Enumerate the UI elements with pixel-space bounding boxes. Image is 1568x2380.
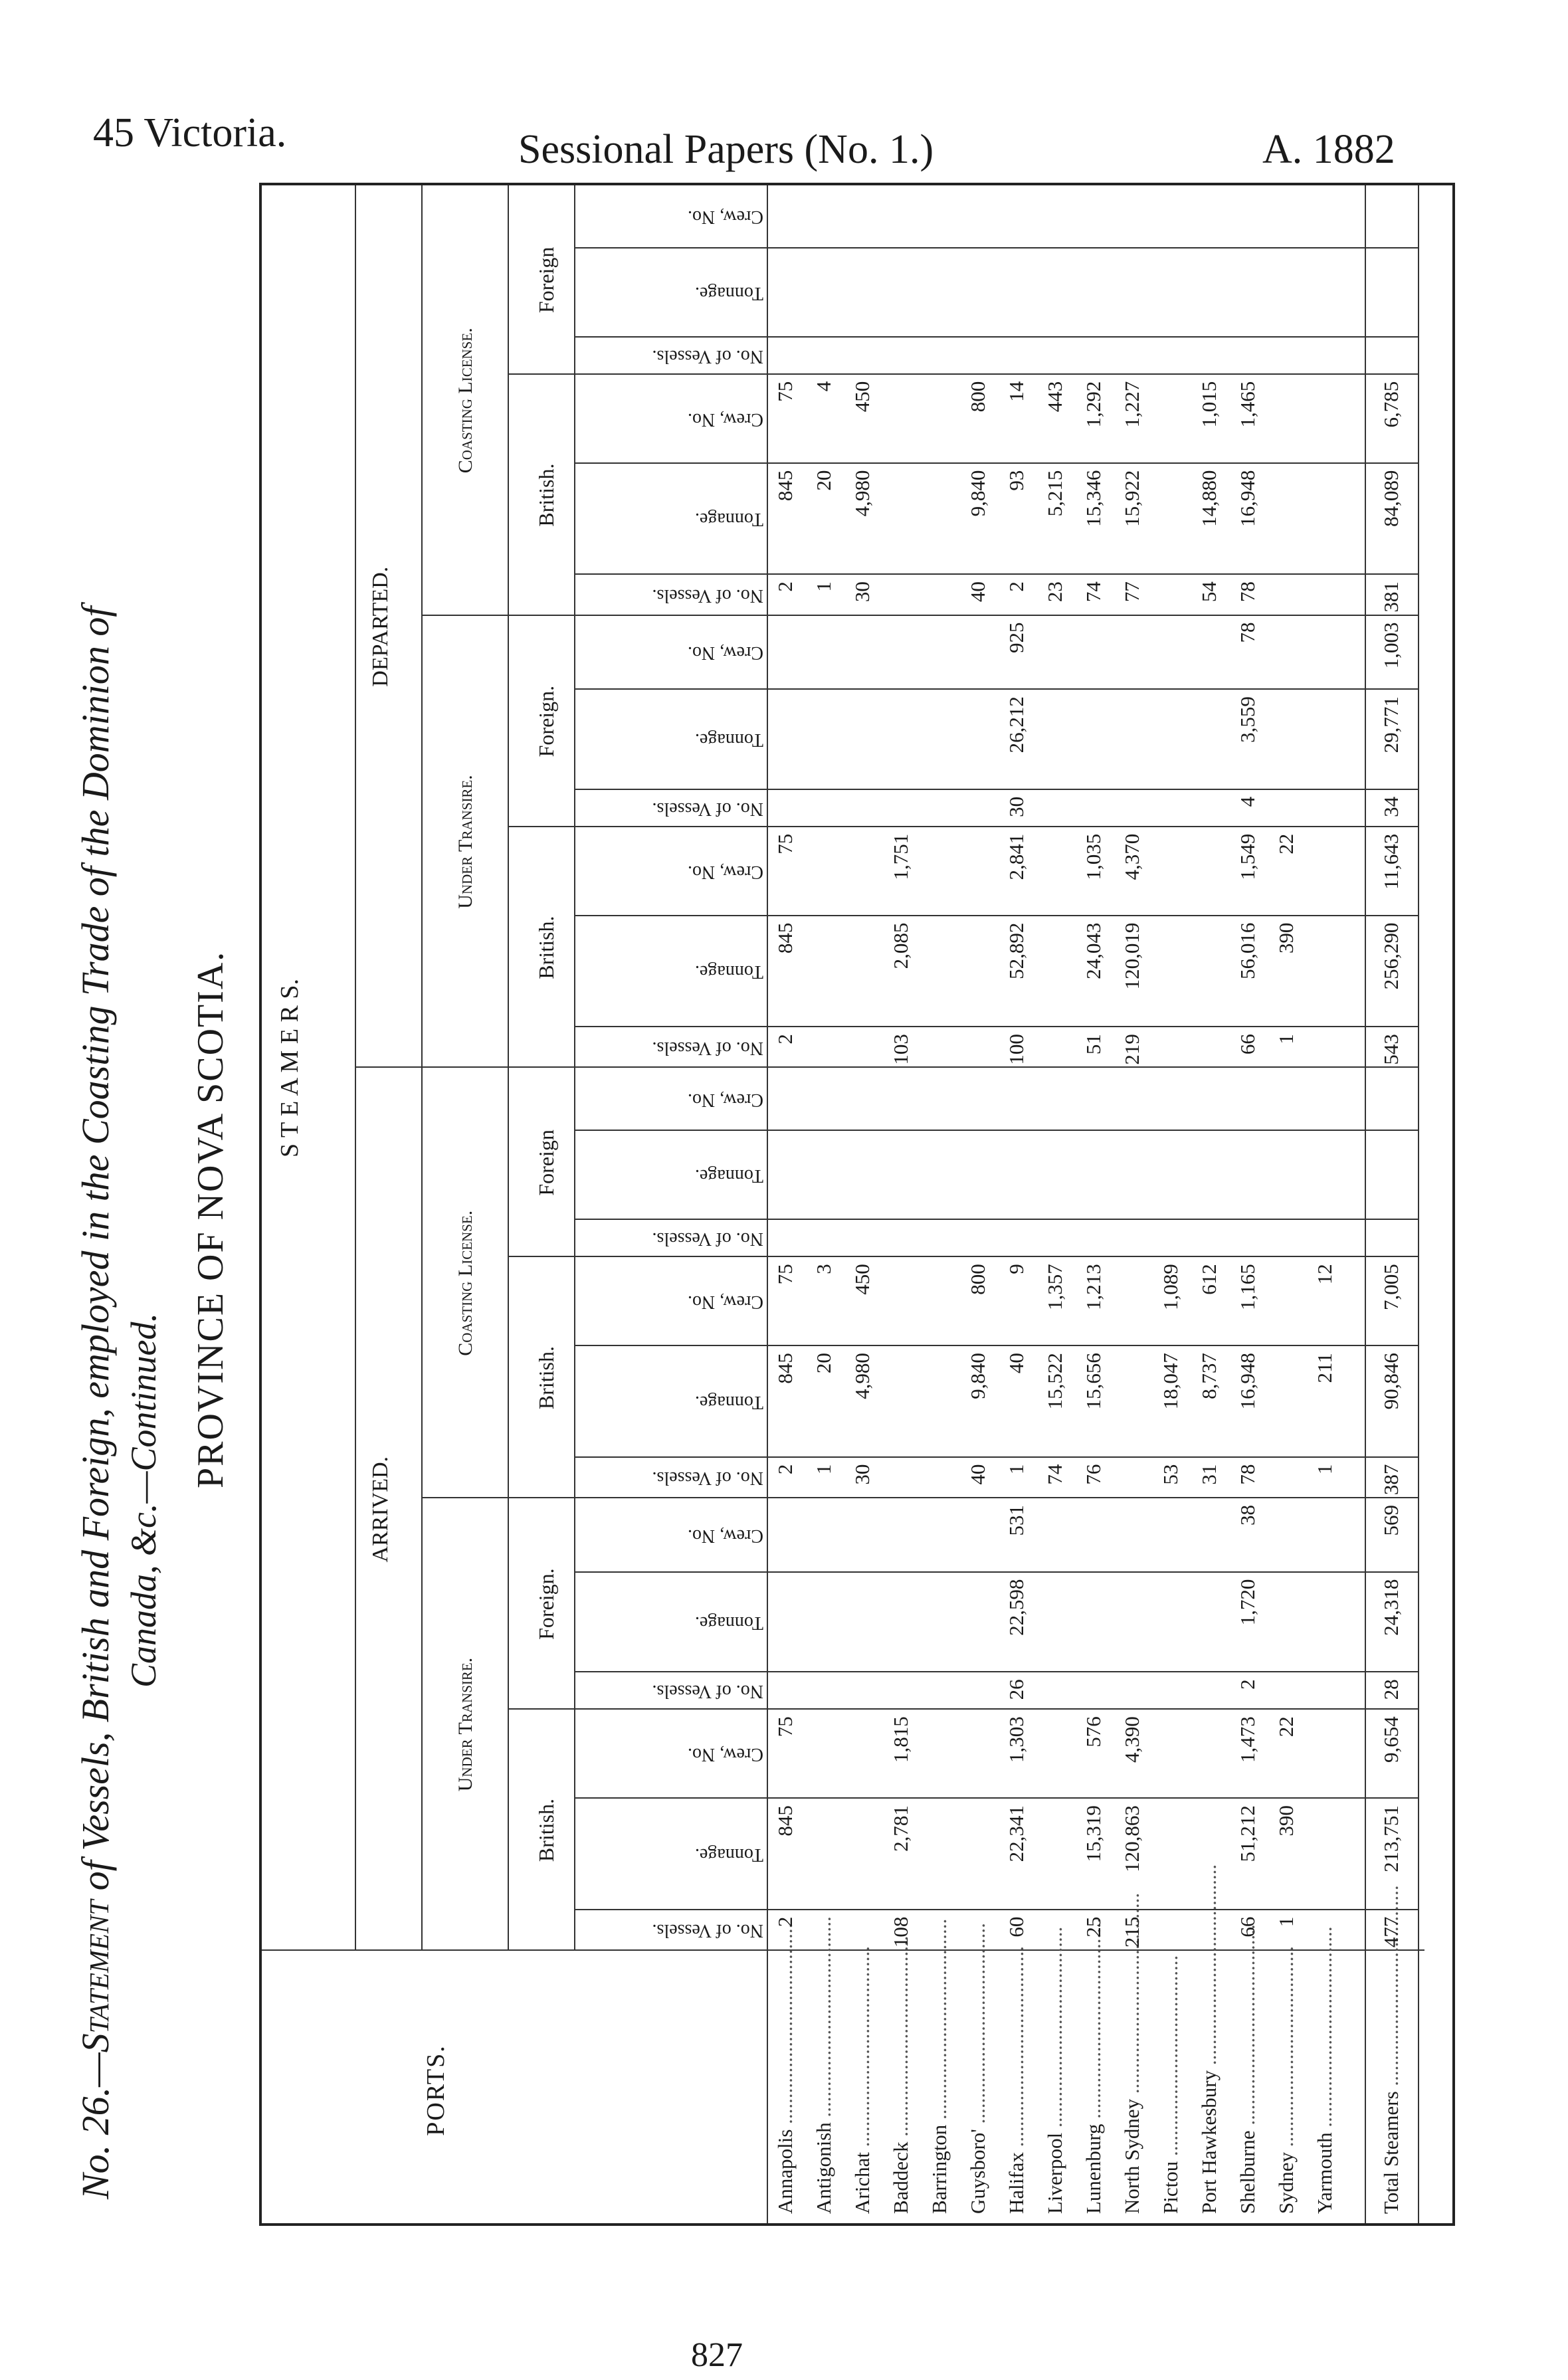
column-divider <box>574 247 1418 248</box>
column-heading-vessels: No. of Vessels. <box>652 1229 763 1250</box>
table-cell: 1,473 <box>1236 1716 1259 1763</box>
table-cell: 75 <box>773 833 797 854</box>
port-name: Antigonish ..... <box>812 1955 834 2214</box>
foreign-subheading: Foreign <box>534 247 558 314</box>
column-head-rule <box>574 185 575 1951</box>
table-cell: 20 <box>812 1353 835 1374</box>
statement-title: No. 26.—Statement of Vessels, British and Foreign, employed in the Coasting Trade of the Dominion of <box>74 606 117 2199</box>
table-cell: 925 <box>1005 622 1028 654</box>
table-cell: 1,035 <box>1082 833 1105 880</box>
header-session: 45 Victoria. <box>93 110 287 155</box>
table-cell: 12 <box>1313 1264 1336 1285</box>
column-divider <box>574 1130 1418 1131</box>
column-heading-vessels: No. of Vessels. <box>652 1681 763 1702</box>
table-cell: 15,319 <box>1082 1805 1105 1862</box>
table-cell: 120,019 <box>1120 922 1143 990</box>
table-cell: 103 <box>889 1034 912 1065</box>
table-cell: 56,016 <box>1236 922 1259 979</box>
total-cell: 477 <box>1379 1916 1403 1948</box>
table-cell: 219 <box>1120 1034 1143 1065</box>
total-cell: 7,005 <box>1379 1264 1403 1310</box>
table-cell: 8,737 <box>1197 1353 1221 1399</box>
table-cell: 26,212 <box>1005 696 1028 753</box>
table-cell: 77 <box>1120 581 1143 603</box>
table-cell: 78 <box>1236 622 1259 643</box>
table-cell: 3 <box>812 1264 835 1274</box>
table-cell: 612 <box>1197 1264 1221 1295</box>
column-heading-tonnage: Tonnage. <box>694 730 763 751</box>
table-cell: 1,815 <box>889 1716 912 1763</box>
table-cell: 74 <box>1082 581 1105 603</box>
table-cell: 23 <box>1043 581 1066 603</box>
table-cell: 52,892 <box>1005 922 1028 979</box>
table-cell: 76 <box>1082 1464 1105 1485</box>
arrived-under-transire-heading: Under Transire. <box>454 1657 476 1792</box>
table-cell: 22,598 <box>1005 1579 1028 1636</box>
table-cell: 25 <box>1082 1916 1105 1937</box>
table-cell: 1 <box>812 581 835 592</box>
table-cell: 40 <box>1005 1353 1028 1374</box>
column-divider <box>574 1256 1418 1257</box>
column-heading-crew: Crew, No. <box>687 861 763 882</box>
table-cell: 18,047 <box>1159 1353 1182 1410</box>
total-cell: 569 <box>1379 1505 1403 1536</box>
column-heading-vessels: No. of Vessels. <box>652 1037 763 1058</box>
column-heading-vessels: No. of Vessels. <box>652 585 763 606</box>
table-cell: 1,213 <box>1082 1264 1105 1310</box>
port-name: Halifax ..... <box>1005 1955 1027 2214</box>
arrived-coasting-license-heading: Coasting License. <box>454 1210 476 1356</box>
total-cell: 28 <box>1379 1679 1403 1700</box>
table-cell: 1,465 <box>1236 381 1259 428</box>
table-cell: 66 <box>1236 1916 1259 1937</box>
total-cell: 256,290 <box>1379 922 1403 990</box>
total-cell: 29,771 <box>1379 696 1403 753</box>
column-heading-crew: Crew, No. <box>687 1292 763 1313</box>
province-heading: PROVINCE OF NOVA SCOTIA. <box>190 950 231 1488</box>
port-name: Shelburne ..... <box>1236 1955 1258 2214</box>
table-cell: 66 <box>1236 1034 1259 1055</box>
arrived-heading: ARRIVED. <box>368 1456 393 1563</box>
port-name: Baddeck ..... <box>889 1955 912 2214</box>
statement-title-rest: of Vessels, British and Foreign, employed in the Coasting Trade of the Dominion of <box>74 606 117 1891</box>
port-name: Arichat ..... <box>850 1955 873 2214</box>
column-divider <box>574 615 1418 616</box>
column-heading-crew: Crew, No. <box>687 1744 763 1765</box>
table-cell: 30 <box>850 581 874 603</box>
table-cell: 75 <box>773 1264 797 1285</box>
table-cell: 24,043 <box>1082 922 1105 979</box>
group-rule <box>421 185 423 1951</box>
column-heading-tonnage: Tonnage. <box>694 509 763 530</box>
table-cell: 31 <box>1197 1464 1221 1485</box>
column-divider <box>574 373 1418 375</box>
table-cell: 1,303 <box>1005 1716 1028 1763</box>
table-cell: 1 <box>1274 1034 1298 1044</box>
total-cell: 381 <box>1379 581 1403 613</box>
total-cell: 387 <box>1379 1464 1403 1496</box>
column-heading-tonnage: Tonnage. <box>694 1613 763 1633</box>
port-name: Guysboro' ..... <box>966 1955 989 2214</box>
table-cell: 3,559 <box>1236 696 1259 743</box>
table-cell: 22 <box>1274 833 1298 854</box>
table-cell: 93 <box>1005 470 1028 491</box>
table-cell: 9 <box>1005 1264 1028 1274</box>
table-cell: 845 <box>773 1805 797 1836</box>
coasting-trade-table <box>259 183 1455 2226</box>
table-cell: 54 <box>1197 581 1221 603</box>
table-cell: 74 <box>1043 1464 1066 1485</box>
british-subheading: British. <box>534 1346 558 1410</box>
nationality-rule <box>508 185 509 1951</box>
foreign-subheading: Foreign. <box>534 685 558 757</box>
port-name: Annapolis ..... <box>773 1955 796 2214</box>
table-cell: 2 <box>773 1034 797 1044</box>
table-cell: 1,292 <box>1082 381 1105 428</box>
steamers-rule <box>355 185 356 1951</box>
table-cell: 390 <box>1274 1805 1298 1836</box>
column-heading-tonnage: Tonnage. <box>694 1391 763 1413</box>
table-cell: 845 <box>773 1353 797 1384</box>
column-divider <box>574 1456 1418 1458</box>
table-cell: 100 <box>1005 1034 1028 1065</box>
table-cell: 1 <box>1005 1464 1028 1475</box>
table-cell: 30 <box>850 1464 874 1485</box>
table-cell: 4,390 <box>1120 1716 1143 1763</box>
table-cell: 16,948 <box>1236 1353 1259 1410</box>
total-cell: 9,654 <box>1379 1716 1403 1763</box>
column-heading-tonnage: Tonnage. <box>694 961 763 983</box>
column-divider <box>574 789 1418 790</box>
column-heading-crew: Crew, No. <box>687 207 763 228</box>
table-cell: 15,656 <box>1082 1353 1105 1410</box>
column-divider <box>574 1571 1418 1573</box>
table-cell: 215 <box>1120 1916 1143 1948</box>
table-cell: 1,165 <box>1236 1264 1259 1310</box>
table-cell: 450 <box>850 1264 874 1295</box>
column-heading-vessels: No. of Vessels. <box>652 346 763 367</box>
table-cell: 2 <box>773 1464 797 1475</box>
column-divider <box>574 1345 1418 1346</box>
table-cell: 26 <box>1005 1679 1028 1700</box>
statement-number: No. 26. <box>74 2086 117 2199</box>
table-cell: 845 <box>773 470 797 502</box>
column-heading-tonnage: Tonnage. <box>694 1844 763 1865</box>
totals-rule <box>1365 185 1366 2223</box>
statement-title-continued: Canada, &c.—Continued. <box>124 1313 163 1688</box>
british-subheading: British. <box>534 916 558 979</box>
page-number: 827 <box>691 2336 743 2374</box>
table-cell: 1,751 <box>889 833 912 880</box>
column-divider <box>574 1219 1418 1220</box>
table-cell: 4 <box>1236 796 1259 807</box>
table-cell: 2,841 <box>1005 833 1028 880</box>
port-name: North Sydney ..... <box>1120 1955 1143 2214</box>
table-cell: 4 <box>812 381 835 392</box>
column-heading-vessels: No. of Vessels. <box>652 1920 763 1941</box>
table-cell: 1 <box>1274 1916 1298 1928</box>
table-cell: 53 <box>1159 1464 1182 1485</box>
port-name: Lunenburg ..... <box>1082 1955 1104 2214</box>
column-heading-crew: Crew, No. <box>687 1525 763 1546</box>
column-divider <box>574 462 1418 464</box>
column-heading-crew: Crew, No. <box>687 643 763 664</box>
port-name: Barrington ..... <box>928 1955 950 2214</box>
arrived-under-transire-divider <box>421 1949 1418 1951</box>
table-cell: 1 <box>812 1464 835 1475</box>
column-heading-vessels: No. of Vessels. <box>652 798 763 819</box>
table-cell: 78 <box>1236 1464 1259 1485</box>
column-heading-crew: Crew, No. <box>687 409 763 430</box>
port-name: Sydney ..... <box>1274 1955 1297 2214</box>
table-cell: 75 <box>773 1716 797 1737</box>
table-cell: 531 <box>1005 1505 1028 1536</box>
table-cell: 40 <box>966 1464 989 1485</box>
table-cell: 2 <box>773 1916 797 1928</box>
table-cell: 450 <box>850 381 874 413</box>
british-subheading: British. <box>534 463 558 527</box>
departed-coasting-license-heading: Coasting License. <box>454 328 476 474</box>
departed-heading: DEPARTED. <box>368 566 393 687</box>
table-cell: 15,922 <box>1120 470 1143 527</box>
total-cell: 1,003 <box>1379 622 1403 669</box>
ports-column-title: PORTS. <box>422 2044 450 2136</box>
total-steamers-label: Total Steamers ..... <box>1379 1955 1402 2214</box>
column-heading-crew: Crew, No. <box>687 1089 763 1110</box>
table-cell: 800 <box>966 381 989 413</box>
foreign-subheading: Foreign. <box>534 1568 558 1640</box>
foreign-subheading: Foreign <box>534 1130 558 1196</box>
british-subheading: British. <box>534 1799 558 1862</box>
table-cell: 1 <box>1313 1464 1336 1475</box>
table-cell: 576 <box>1082 1716 1105 1747</box>
table-cell: 15,346 <box>1082 470 1105 527</box>
table-cell: 9,840 <box>966 470 989 517</box>
table-cell: 51 <box>1082 1034 1105 1055</box>
table-bottom-rule <box>1418 185 1419 2223</box>
total-cell: 24,318 <box>1379 1579 1403 1636</box>
table-cell: 1,015 <box>1197 381 1221 428</box>
total-cell: 213,751 <box>1379 1805 1403 1872</box>
table-cell: 5,215 <box>1043 470 1066 517</box>
table-cell: 2,085 <box>889 922 912 969</box>
total-cell: 90,846 <box>1379 1353 1403 1410</box>
table-cell: 75 <box>773 381 797 402</box>
column-divider <box>574 1497 1418 1498</box>
table-cell: 14 <box>1005 381 1028 402</box>
total-cell: 6,785 <box>1379 381 1403 428</box>
table-cell: 2,781 <box>889 1805 912 1852</box>
statement-word: Statement <box>74 1900 117 2053</box>
header-volume: A. 1882 <box>1262 127 1395 172</box>
steamers-heading: S T E A M E R S. <box>276 979 304 1157</box>
total-cell: 11,643 <box>1379 833 1403 890</box>
table-cell: 14,880 <box>1197 470 1221 527</box>
table-cell: 1,549 <box>1236 833 1259 880</box>
column-divider <box>574 336 1418 338</box>
port-name: Pictou ..... <box>1159 1955 1181 2214</box>
table-cell: 78 <box>1236 581 1259 603</box>
table-cell: 9,840 <box>966 1353 989 1399</box>
column-divider <box>574 1671 1418 1672</box>
table-cell: 108 <box>889 1916 912 1948</box>
table-cell: 2 <box>773 581 797 592</box>
table-cell: 16,948 <box>1236 470 1259 527</box>
rotated-page-body <box>73 159 1495 2286</box>
total-cell: 84,089 <box>1379 470 1403 527</box>
table-cell: 211 <box>1313 1353 1336 1383</box>
header-sessional-papers: Sessional Papers (No. 1.) <box>518 127 934 172</box>
table-cell: 390 <box>1274 922 1298 954</box>
departed-under-transire-heading: Under Transire. <box>454 775 476 909</box>
table-cell: 22 <box>1274 1716 1298 1737</box>
table-cell: 2 <box>1236 1679 1259 1690</box>
total-cell: 34 <box>1379 796 1403 817</box>
table-cell: 60 <box>1005 1916 1028 1937</box>
table-cell: 30 <box>1005 796 1028 817</box>
table-cell: 1,720 <box>1236 1579 1259 1626</box>
table-cell: 2 <box>1005 581 1028 592</box>
table-cell: 1,089 <box>1159 1264 1182 1310</box>
table-cell: 1,357 <box>1043 1264 1066 1310</box>
total-cell: 543 <box>1379 1034 1403 1065</box>
port-name: Liverpool ..... <box>1043 1955 1066 2214</box>
table-cell: 4,980 <box>850 1353 874 1399</box>
table-cell: 800 <box>966 1264 989 1295</box>
table-cell: 15,522 <box>1043 1353 1066 1410</box>
column-heading-vessels: No. of Vessels. <box>652 1468 763 1489</box>
table-cell: 1,227 <box>1120 381 1143 428</box>
table-cell: 4,370 <box>1120 833 1143 880</box>
table-cell: 38 <box>1236 1505 1259 1526</box>
table-cell: 4,980 <box>850 470 874 517</box>
column-heading-tonnage: Tonnage. <box>694 282 763 304</box>
table-cell: 22,341 <box>1005 1805 1028 1862</box>
table-cell: 40 <box>966 581 989 603</box>
table-cell: 20 <box>812 470 835 491</box>
table-cell: 845 <box>773 922 797 954</box>
column-divider <box>574 688 1418 690</box>
port-name: Port Hawkesbury ..... <box>1197 1955 1220 2214</box>
column-heading-tonnage: Tonnage. <box>694 1165 763 1187</box>
table-cell: 51,212 <box>1236 1805 1259 1862</box>
table-cell: 120,863 <box>1120 1805 1143 1872</box>
body-top-rule <box>767 185 768 2223</box>
column-divider <box>574 573 1418 575</box>
port-name: Yarmouth ..... <box>1313 1955 1335 2214</box>
table-cell: 443 <box>1043 381 1066 413</box>
